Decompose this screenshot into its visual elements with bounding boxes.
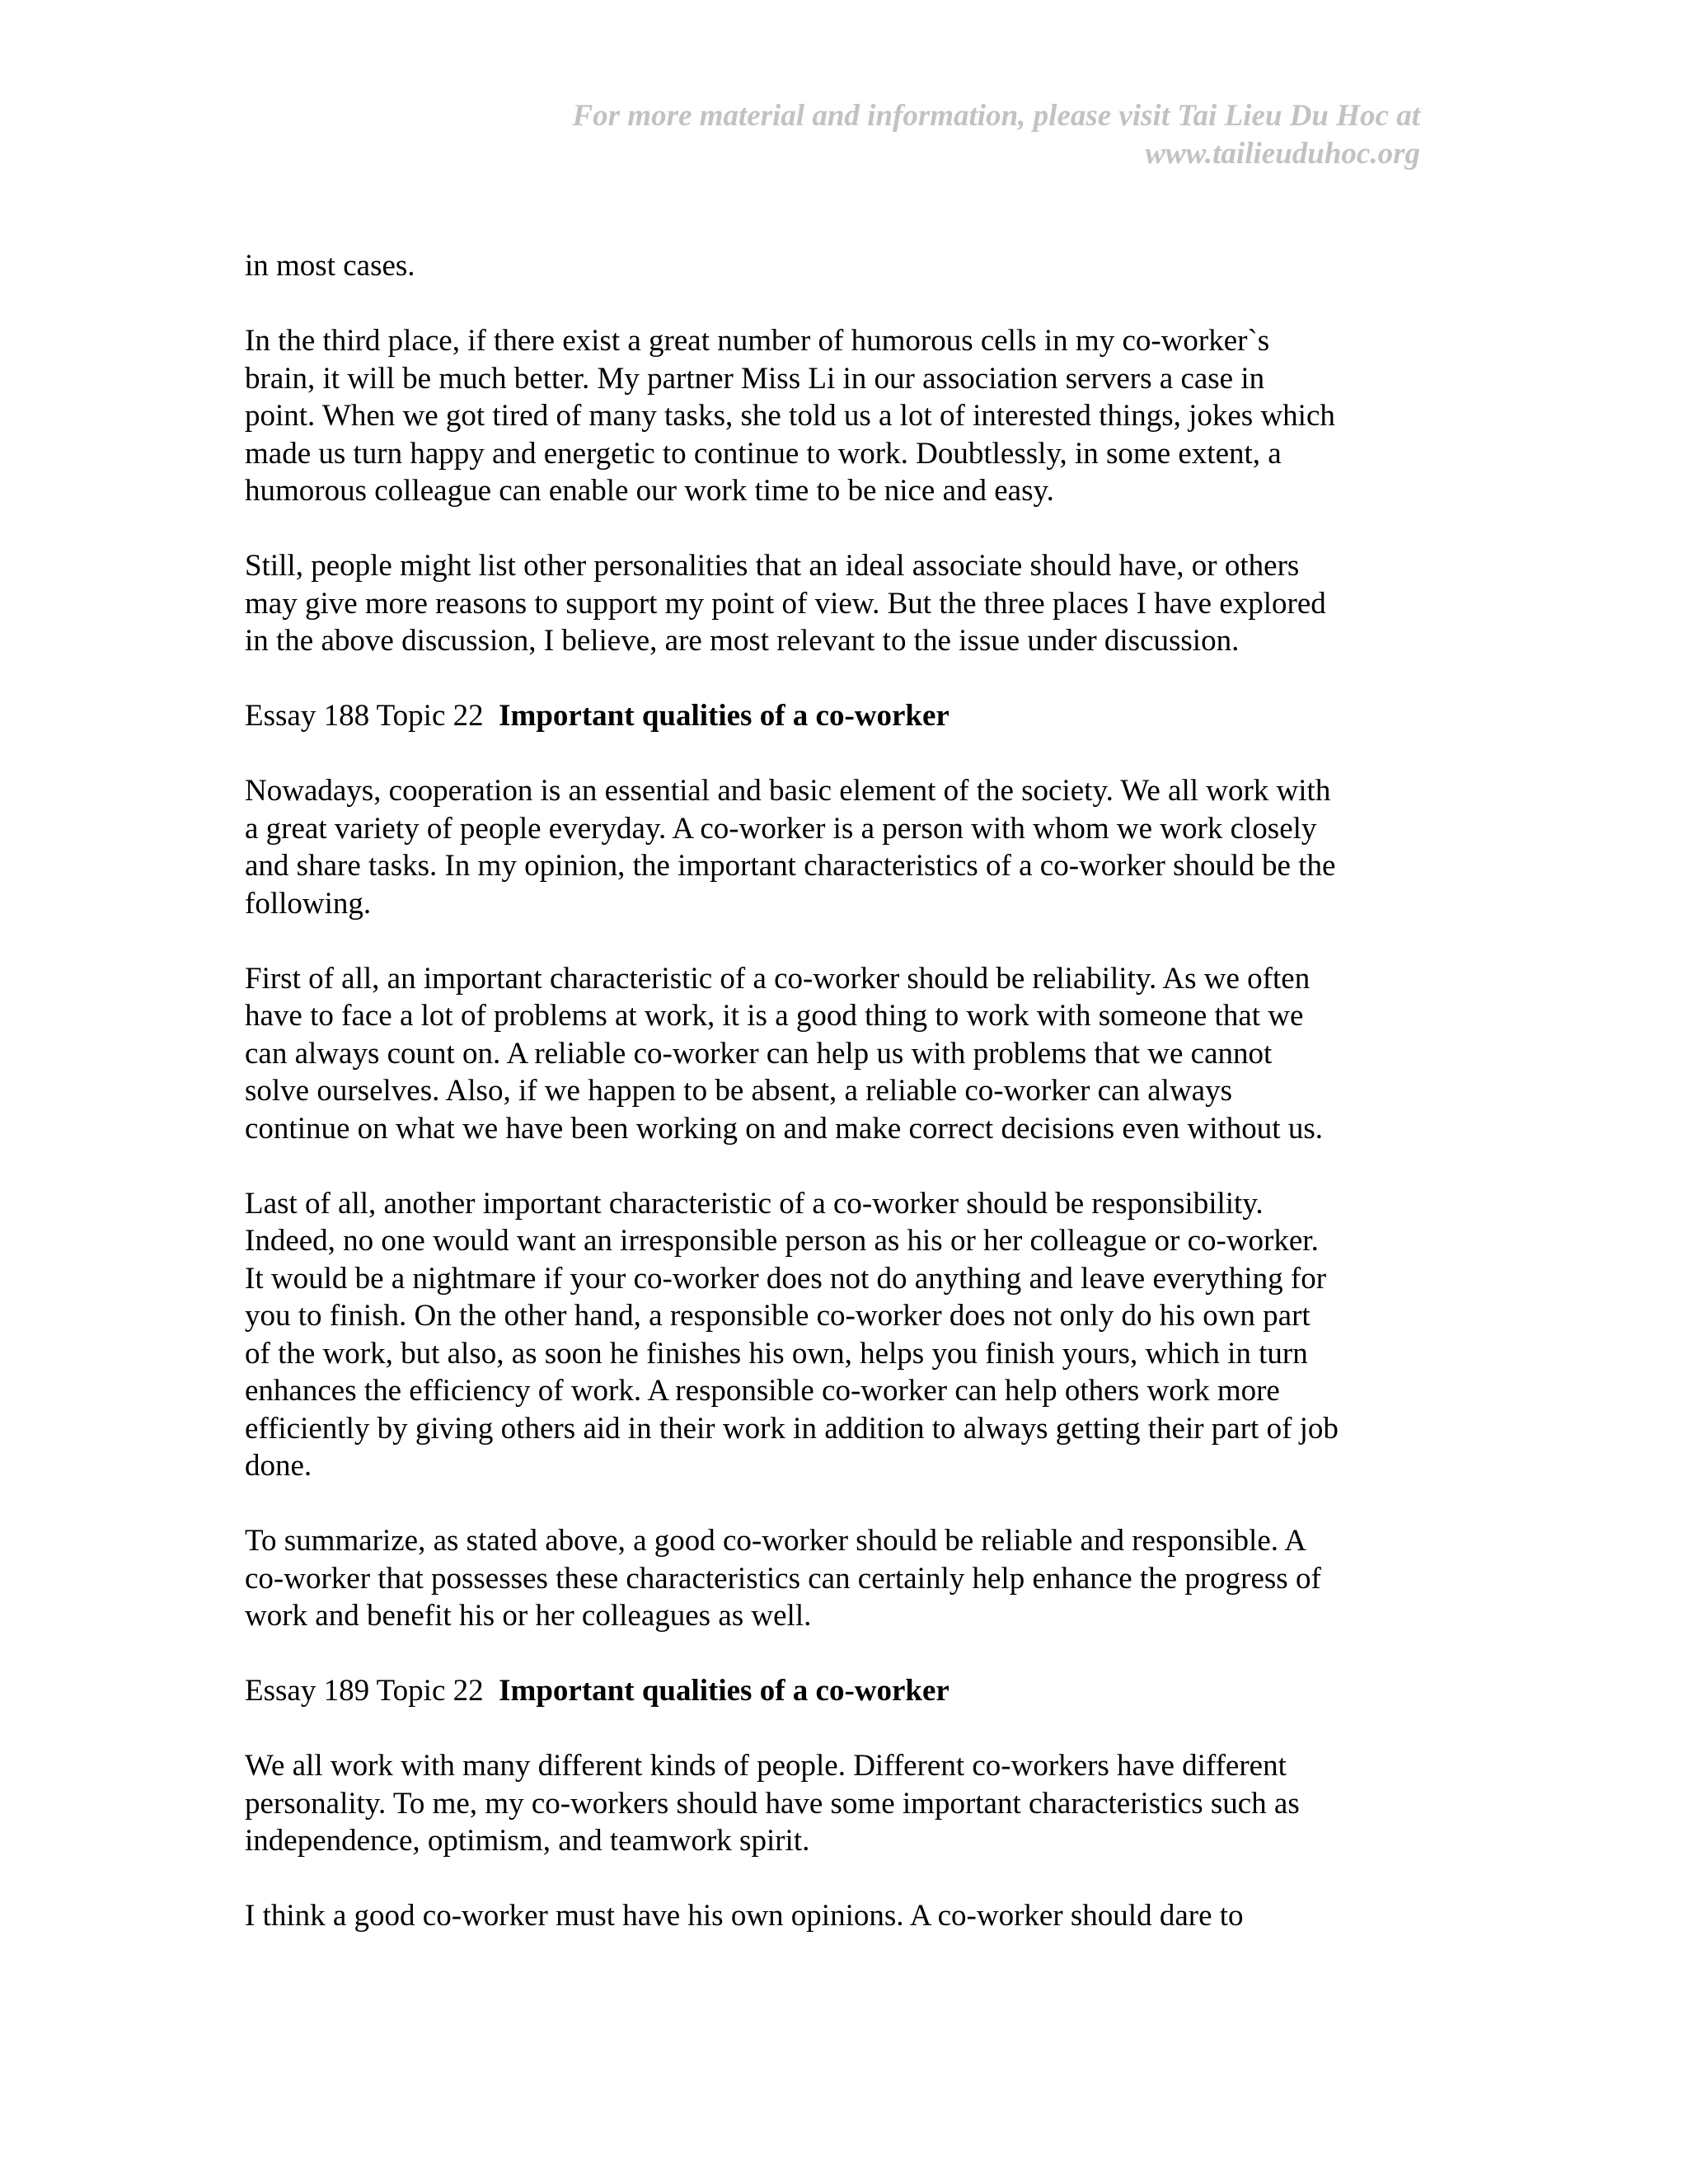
essay-heading: [245, 1672, 1448, 1710]
text-line: and share tasks. In my opinion, the important characteristics of a co-worker should be the: [245, 849, 1336, 883]
paragraph: [245, 1897, 1448, 1935]
header-url: www.tailieuduhoc.org: [1145, 137, 1420, 171]
text-line: point. When we got tired of many tasks, she told us a lot of interested things, jokes which: [245, 399, 1335, 433]
text-line: in the above discussion, I believe, are most relevant to the issue under discussion.: [245, 624, 1240, 658]
text-line: work and benefit his or her colleagues as well.: [245, 1599, 812, 1633]
text-line: of the work, but also, as soon he finishes his own, helps you finish yours, which in turn: [245, 1336, 1308, 1371]
essay-heading: [245, 697, 1448, 735]
header-line: For more material and information, please visit Tai Lieu Du Hoc at: [572, 99, 1420, 133]
text-line: brain, it will be much better. My partner Miss Li in our association servers a case in: [245, 361, 1265, 396]
text-line: can always count on. A reliable co-worker can help us with problems that we cannot: [245, 1036, 1273, 1071]
paragraph: [245, 322, 1448, 510]
text-line: I think a good co-worker must have his own opinions. A co-worker should dare to: [245, 1899, 1244, 1933]
paragraph: [245, 1747, 1448, 1860]
essay-number: Essay 188 Topic 22: [245, 699, 484, 733]
text-line: made us turn happy and energetic to continue to work. Doubtlessly, in some extent, a: [245, 436, 1282, 471]
text-line: efficiently by giving others aid in their work in addition to always getting their part of job: [245, 1411, 1339, 1446]
text-line: We all work with many different kinds of people. Different co-workers have different: [245, 1749, 1287, 1783]
text-line: Nowadays, cooperation is an essential and basic element of the society. We all work with: [245, 774, 1331, 808]
paragraph: [245, 960, 1448, 1148]
paragraph: [245, 247, 1448, 285]
text-line: It would be a nightmare if your co-worker does not do anything and leave everything for: [245, 1261, 1327, 1296]
text-line: following.: [245, 886, 372, 921]
text-line: Indeed, no one would want an irresponsible person as his or her colleague or co-worker.: [245, 1224, 1319, 1258]
text-line: personality. To me, my co-workers should have some important characteristics such as: [245, 1786, 1300, 1821]
paragraph: [245, 772, 1448, 922]
paragraph: [245, 1522, 1448, 1635]
text-line: done.: [245, 1449, 312, 1483]
text-line: in most cases.: [245, 249, 415, 283]
text-line: Still, people might list other personalities that an ideal associate should have, or others: [245, 549, 1300, 583]
text-line: may give more reasons to support my point of view. But the three places I have explored: [245, 586, 1326, 621]
paragraph: [245, 1185, 1448, 1485]
text-line: First of all, an important characteristic of a co-worker should be reliability. As we often: [245, 961, 1311, 996]
document-body: [245, 247, 1448, 1972]
essay-title: Important qualities of a co-worker: [499, 1674, 950, 1708]
text-line: To summarize, as stated above, a good co-worker should be reliable and responsible. A: [245, 1524, 1306, 1558]
text-line: humorous colleague can enable our work time to be nice and easy.: [245, 474, 1054, 508]
text-line: a great variety of people everyday. A co-worker is a person with whom we work closely: [245, 811, 1317, 846]
text-line: In the third place, if there exist a great number of humorous cells in my co-worker`s: [245, 324, 1270, 358]
text-line: have to face a lot of problems at work, it is a good thing to work with someone that we: [245, 999, 1304, 1033]
text-line: Last of all, another important characteristic of a co-worker should be responsibility.: [245, 1186, 1264, 1221]
page-header: [349, 97, 1420, 173]
text-line: you to finish. On the other hand, a responsible co-worker does not only do his own part: [245, 1299, 1311, 1333]
text-line: solve ourselves. Also, if we happen to be absent, a reliable co-worker can always: [245, 1074, 1232, 1108]
essay-title: Important qualities of a co-worker: [499, 699, 950, 733]
text-line: enhances the efficiency of work. A responsible co-worker can help others work more: [245, 1374, 1280, 1408]
essay-number: Essay 189 Topic 22: [245, 1674, 484, 1708]
paragraph: [245, 547, 1448, 660]
text-line: co-worker that possesses these characteristics can certainly help enhance the progress of: [245, 1561, 1321, 1596]
text-line: independence, optimism, and teamwork spirit.: [245, 1824, 810, 1858]
text-line: continue on what we have been working on and make correct decisions even without us.: [245, 1111, 1323, 1146]
